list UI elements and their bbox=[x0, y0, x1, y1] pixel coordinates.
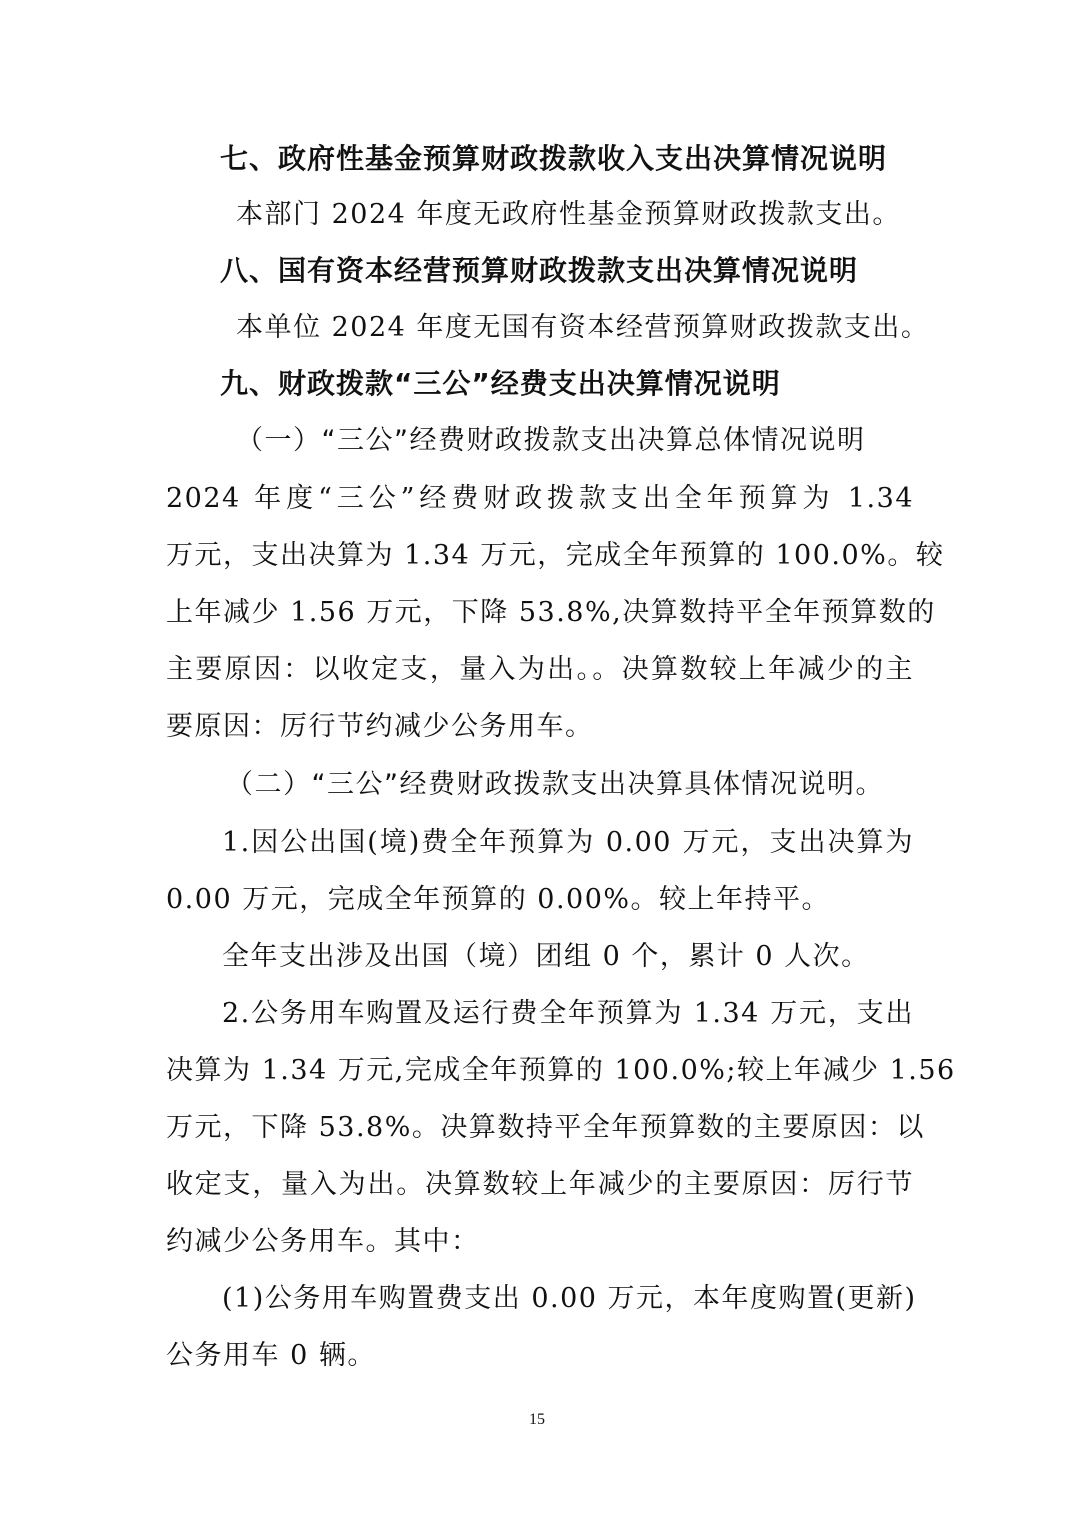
sub1-paragraph-line: 上年减少 1.56 万元，下降 53.8%,决算数持平全年预算数的 bbox=[166, 597, 936, 628]
item2-paragraph-line: 约减少公务用车。其中： bbox=[166, 1226, 480, 1257]
section-9-sub2-heading: （二）“三公”经费财政拨款支出决算具体情况说明。 bbox=[226, 769, 884, 800]
sub1-paragraph-line: 万元，支出决算为 1.34 万元，完成全年预算的 100.0%。较 bbox=[166, 540, 945, 571]
item2-paragraph-line: 2.公务用车购置及运行费全年预算为 1.34 万元，支出 bbox=[222, 998, 914, 1029]
item2-paragraph-line: 决算为 1.34 万元,完成全年预算的 100.0%;较上年减少 1.56 bbox=[166, 1055, 956, 1086]
sub1-paragraph-line: 要原因：厉行节约减少公务用车。 bbox=[166, 711, 594, 742]
section-7-heading: 七、政府性基金预算财政拨款收入支出决算情况说明 bbox=[220, 142, 888, 175]
section-8-text: 本单位 2024 年度无国有资本经营预算财政拨款支出。 bbox=[236, 312, 930, 343]
page-number: 15 bbox=[529, 1411, 545, 1428]
item2-sub-paragraph-line: (1)公务用车购置费支出 0.00 万元，本年度购置(更新) bbox=[222, 1283, 917, 1314]
item2-paragraph-line: 收定支，量入为出。决算数较上年减少的主要原因：厉行节 bbox=[166, 1169, 914, 1200]
section-9-heading: 九、财政拨款“三公”经费支出决算情况说明 bbox=[220, 367, 781, 400]
section-8-heading: 八、国有资本经营预算财政拨款支出决算情况说明 bbox=[220, 254, 859, 287]
item1-note: 全年支出涉及出国（境）团组 0 个，累计 0 人次。 bbox=[222, 941, 870, 972]
section-9-sub1-heading: （一）“三公”经费财政拨款支出决算总体情况说明 bbox=[236, 425, 866, 456]
item1-paragraph-line: 0.00 万元，完成全年预算的 0.00%。较上年持平。 bbox=[166, 884, 831, 915]
sub1-paragraph-line: 主要原因：以收定支，量入为出。。决算数较上年减少的主 bbox=[166, 654, 914, 685]
item2-paragraph-line: 万元，下降 53.8%。决算数持平全年预算数的主要原因：以 bbox=[166, 1112, 925, 1143]
item2-sub-paragraph-line: 公务用车 0 辆。 bbox=[166, 1340, 376, 1371]
sub1-paragraph-line: 2024 年度“三公”经费财政拨款支出全年预算为 1.34 bbox=[166, 483, 914, 514]
item1-paragraph-line: 1.因公出国(境)费全年预算为 0.00 万元，支出决算为 bbox=[222, 827, 914, 858]
section-7-text: 本部门 2024 年度无政府性基金预算财政拨款支出。 bbox=[236, 199, 901, 230]
